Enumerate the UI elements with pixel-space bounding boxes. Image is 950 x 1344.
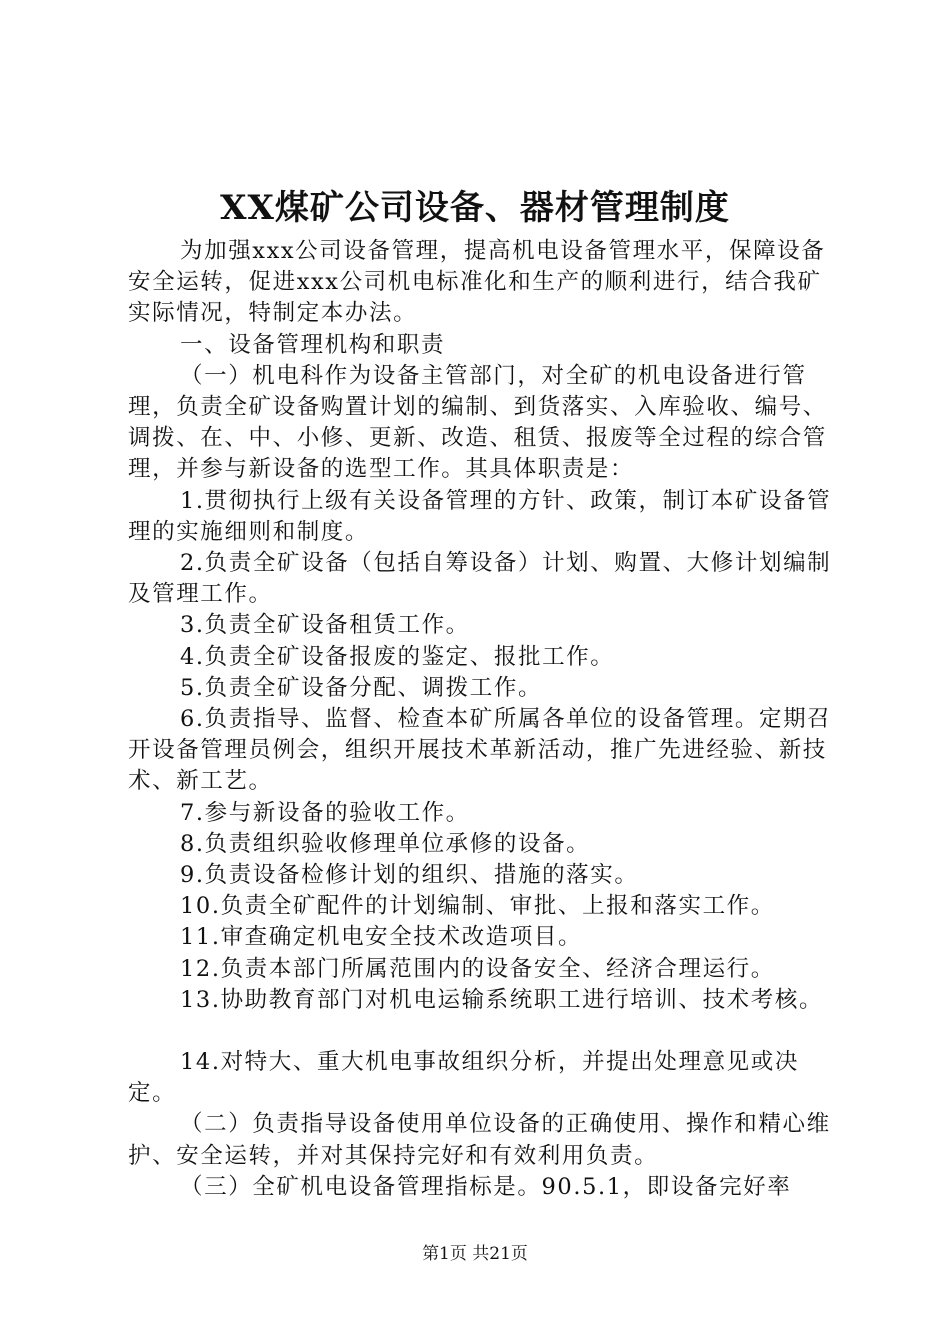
list-item: 11.审查确定机电安全技术改造项目。 xyxy=(180,924,583,951)
list-item: 10.负责全矿配件的计划编制、审批、上报和落实工作。 xyxy=(180,893,775,920)
subsection-paragraph: （一）机电科作为设备主管部门，对全矿的机电设备进行管理，负责全矿设备购置计划的编制、到货落实、入库验收、编号、调拨、在、中、小修、更新、改造、租赁、报废等全过程的综合管理，并参与新设备的选型工作。其具体职责是： xyxy=(128,362,827,483)
list-item: 1.贯彻执行上级有关设备管理的方针、政策，制订本矿设备管理的实施细则和制度。 xyxy=(128,487,832,545)
subsection-paragraph: （三）全矿机电设备管理指标是。90.5.1，即设备完好率 xyxy=(180,1173,792,1200)
list-item: 3.负责全矿设备租赁工作。 xyxy=(180,612,470,639)
paragraph-gap xyxy=(128,1016,840,1047)
list-item: 9.负责设备检修计划的组织、措施的落实。 xyxy=(180,862,639,889)
document-body xyxy=(128,236,840,1203)
page-footer: 第1页 共21页 xyxy=(422,1244,528,1264)
list-item: 4.负责全矿设备报废的鉴定、报批工作。 xyxy=(180,643,615,670)
document-title: XX煤矿公司设备、器材管理制度 xyxy=(220,188,730,228)
intro-paragraph: 为加强xxx公司设备管理，提高机电设备管理水平，保障设备安全运转，促进xxx公司机电标准化和生产的顺利进行，结合我矿实际情况，特制定本办法。 xyxy=(128,238,826,327)
list-item: 5.负责全矿设备分配、调拨工作。 xyxy=(180,674,543,701)
list-item: 6.负责指导、监督、检查本矿所属各单位的设备管理。定期召开设备管理员例会，组织开展技术革新活动，推广先进经验、新技术、新工艺。 xyxy=(128,706,832,795)
list-item: 12.负责本部门所属范围内的设备安全、经济合理运行。 xyxy=(180,955,775,982)
list-item: 2.负责全矿设备（包括自筹设备）计划、购置、大修计划编制及管理工作。 xyxy=(128,550,832,608)
list-item: 13.协助教育部门对机电运输系统职工进行培训、技术考核。 xyxy=(180,986,824,1013)
subsection-paragraph: （二）负责指导设备使用单位设备的正确使用、操作和精心维护、安全运转，并对其保持完好和有效利用负责。 xyxy=(128,1111,831,1169)
list-item: 8.负责组织验收修理单位承修的设备。 xyxy=(180,830,591,857)
section-heading: 一、设备管理机构和职责 xyxy=(180,331,446,358)
list-item: 14.对特大、重大机电事故组织分析，并提出处理意见或决定。 xyxy=(128,1049,799,1107)
list-item: 7.参与新设备的验收工作。 xyxy=(180,799,470,826)
